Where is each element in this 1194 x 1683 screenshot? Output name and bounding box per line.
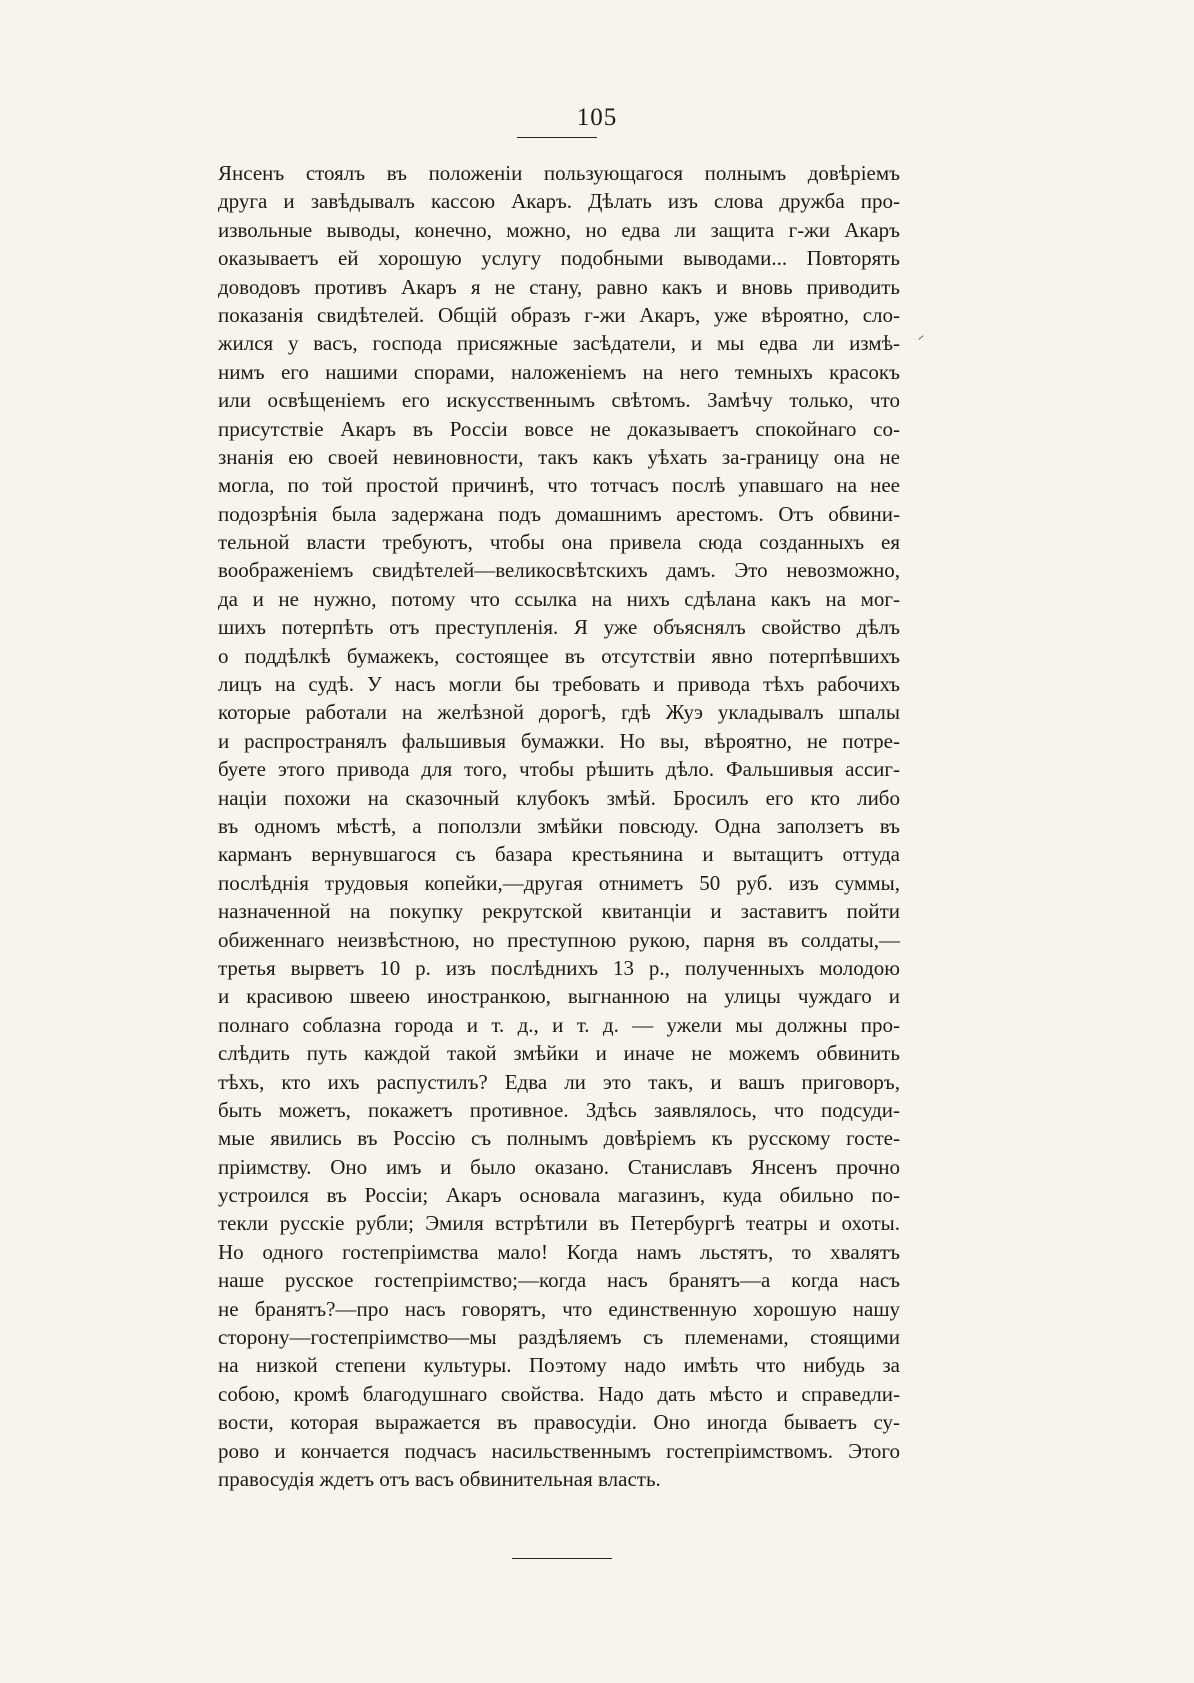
text-line: мые явились въ Россію съ полнымъ довѣріемъ къ русскому госте- xyxy=(218,1126,900,1151)
text-line: знанія ею своей невиновности, такъ какъ уѣхать за-границу она не xyxy=(218,444,900,469)
text-line: лицъ на судѣ. У насъ могли бы требовать и привода тѣхъ рабочихъ xyxy=(218,672,900,697)
text-line: извольные выводы, конечно, можно, но едва ли защита г-жи Акаръ xyxy=(218,217,900,242)
text-line: на низкой степени культуры. Поэтому надо имѣть что нибудь за xyxy=(218,1353,900,1378)
text-line: устроился въ Россіи; Акаръ основала магазинъ, куда обильно по- xyxy=(218,1183,900,1208)
text-line: воображеніемъ свидѣтелей—великосвѣтскихъ дамъ. Это невозможно, xyxy=(218,558,900,583)
text-line: шихъ потерпѣть отъ преступленія. Я уже объяснялъ свойство дѣлъ xyxy=(218,615,900,640)
text-line: націи похожи на сказочный клубокъ змѣй. Бросилъ его кто либо xyxy=(218,785,900,810)
text-line: и распространялъ фальшивыя бумажки. Но вы, вѣроятно, не потре- xyxy=(218,728,900,753)
header-rule xyxy=(517,137,597,138)
text-line: сторону—гостепріимство—мы раздѣляемъ съ племенами, стоящими xyxy=(218,1325,900,1350)
text-line: быть можетъ, покажетъ противное. Здѣсь заявлялось, что подсуди- xyxy=(218,1097,900,1122)
text-line: третья вырветъ 10 р. изъ послѣднихъ 13 р., полученныхъ молодою xyxy=(218,955,900,980)
text-line: доводовъ противъ Акаръ я не стану, равно какъ и вновь приводить xyxy=(218,274,900,299)
text-line: вости, которая выражается въ правосудіи. Оно иногда бываетъ су- xyxy=(218,1410,900,1435)
text-line: буете этого привода для того, чтобы рѣшить дѣло. Фальшивыя ассиг- xyxy=(218,757,900,782)
text-line: слѣдить путь каждой такой змѣйки и иначе не можемъ обвинить xyxy=(218,1041,900,1066)
text-line: Янсенъ стоялъ въ положеніи пользующагося полнымъ довѣріемъ xyxy=(218,161,900,185)
text-line: которые работали на желѣзной дорогѣ, гдѣ Жуэ укладывалъ шпалы xyxy=(218,700,900,725)
text-line: наше русское гостепріимство;—когда насъ бранятъ—а когда насъ xyxy=(218,1268,900,1293)
text-line: въ одномъ мѣстѣ, а поползли змѣйки повсюду. Одна заползетъ въ xyxy=(218,813,900,838)
text-line: или освѣщеніемъ его искусственнымъ свѣтомъ. Замѣчу только, что xyxy=(218,388,900,413)
text-line: о поддѣлкѣ бумажекъ, состоящее въ отсутствіи явно потерпѣвшихъ xyxy=(218,643,900,668)
text-line: присутствіе Акаръ въ Россіи вовсе не доказываетъ спокойнаго со- xyxy=(218,416,900,441)
text-line: полнаго соблазна города и т. д., и т. д. — ужели мы должны про- xyxy=(218,1012,900,1037)
text-line: подозрѣнія была задержана подъ домашнимъ арестомъ. Отъ обвини- xyxy=(218,501,900,526)
text-line: собою, кромѣ благодушнаго свойства. Надо дать мѣсто и справедли- xyxy=(218,1381,900,1406)
text-line: тѣхъ, кто ихъ распустилъ? Едва ли это такъ, и вашъ приговоръ, xyxy=(218,1069,900,1094)
text-line: и красивою швеею иностранкою, выгнанною на улицы чуждаго и xyxy=(218,984,900,1009)
text-line: текли русскіе рубли; Эмиля встрѣтили въ Петербургѣ театры и охоты. xyxy=(218,1211,900,1236)
text-line: Но одного гостепріимства мало! Когда намъ льстятъ, то хвалятъ xyxy=(218,1239,900,1264)
text-line: тельной власти требуютъ, чтобы она привела сюда созданныхъ ея xyxy=(218,530,900,555)
text-line: нимъ его нашими спорами, наложеніемъ на него темныхъ красокъ xyxy=(218,359,900,384)
text-line: пріимству. Оно имъ и было оказано. Станиславъ Янсенъ прочно xyxy=(218,1154,900,1179)
footer-rule xyxy=(512,1558,612,1559)
text-line: друга и завѣдывалъ кассою Акаръ. Дѣлать изъ слова дружба про- xyxy=(218,189,900,214)
text-line: жился у васъ, господа присяжные засѣдатели, и мы едва ли измѣ- xyxy=(218,331,900,356)
text-line: оказываетъ ей хорошую услугу подобными выводами... Повторять xyxy=(218,246,900,271)
page-number: 105 xyxy=(576,104,618,131)
text-line: показанія свидѣтелей. Общій образъ г-жи Акаръ, уже вѣроятно, сло- xyxy=(218,302,900,327)
margin-mark xyxy=(918,335,923,340)
text-line: послѣднія трудовыя копейки,—другая отниметъ 50 руб. изъ суммы, xyxy=(218,870,900,895)
text-line: назначенной на покупку рекрутской квитанціи и заставитъ пойти xyxy=(218,899,900,924)
text-line: правосудія ждетъ отъ васъ обвинительная власть. xyxy=(218,1466,661,1491)
text-line: обиженнаго неизвѣстною, но преступною рукою, парня въ солдаты,— xyxy=(218,927,900,952)
text-line: рово и кончается подчасъ насильственнымъ гостепріимствомъ. Этого xyxy=(218,1438,900,1463)
body-text xyxy=(218,159,900,1493)
text-line: да и не нужно, потому что ссылка на нихъ сдѣлана какъ на мог- xyxy=(218,586,900,611)
text-line: могла, по той простой причинѣ, что тотчасъ послѣ упавшаго на нее xyxy=(218,473,900,498)
text-line: не бранятъ?—про насъ говорятъ, что единственную хорошую нашу xyxy=(218,1296,900,1321)
text-line: карманъ вернувшагося съ базара крестьянина и вытащитъ оттуда xyxy=(218,842,900,867)
